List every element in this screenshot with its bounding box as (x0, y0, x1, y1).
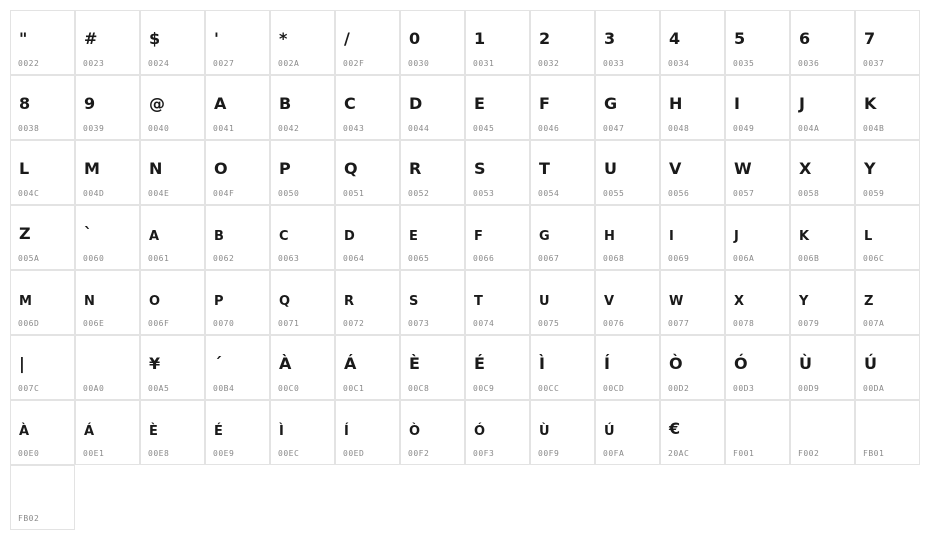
glyph-code: 0032 (538, 59, 560, 68)
glyph-char: ¥ (149, 354, 161, 373)
glyph-cell (855, 140, 920, 205)
glyph-cell (465, 75, 530, 140)
glyph-cell (400, 400, 465, 465)
glyph-char: È (409, 354, 420, 373)
glyph-char: H (669, 94, 683, 113)
glyph-code: 0076 (603, 319, 625, 328)
glyph-char: 5 (734, 29, 746, 48)
glyph-cell (530, 205, 595, 270)
glyph-grid (10, 10, 920, 530)
glyph-char: P (214, 294, 224, 309)
glyph-code: 0042 (278, 124, 300, 133)
glyph-code: 0073 (408, 319, 430, 328)
glyph-cell (855, 205, 920, 270)
glyph-cell (205, 270, 270, 335)
glyph-char: M (84, 159, 100, 178)
glyph-cell (725, 270, 790, 335)
glyph-code: 005A (18, 254, 40, 263)
glyph-char: Ì (539, 354, 545, 373)
glyph-code: 004A (798, 124, 820, 133)
glyph-code: 00C8 (408, 384, 430, 393)
glyph-cell (335, 140, 400, 205)
glyph-char: A (149, 229, 160, 244)
glyph-char: Á (344, 354, 357, 373)
glyph-char: P (279, 159, 291, 178)
glyph-code: 00E9 (213, 449, 235, 458)
glyph-code: 0024 (148, 59, 170, 68)
glyph-code: 00B4 (213, 384, 235, 393)
glyph-cell (725, 335, 790, 400)
glyph-code: 00CC (538, 384, 560, 393)
glyph-cell (725, 10, 790, 75)
glyph-char: L (864, 229, 873, 244)
glyph-cell (10, 465, 75, 530)
glyph-code: 0046 (538, 124, 560, 133)
glyph-char: À (279, 354, 292, 373)
glyph-code: 20AC (668, 449, 690, 458)
glyph-code: 00FA (603, 449, 625, 458)
glyph-cell (725, 140, 790, 205)
glyph-cell (335, 10, 400, 75)
glyph-code: 0052 (408, 189, 430, 198)
glyph-cell (10, 140, 75, 205)
glyph-code: 00EC (278, 449, 300, 458)
glyph-char: U (539, 294, 550, 309)
glyph-cell (595, 140, 660, 205)
glyph-char: 8 (19, 94, 31, 113)
glyph-cell (205, 75, 270, 140)
glyph-code: 0067 (538, 254, 560, 263)
glyph-char: Z (19, 224, 31, 243)
glyph-cell (855, 75, 920, 140)
glyph-char: 2 (539, 29, 551, 48)
glyph-char: # (84, 29, 98, 48)
glyph-char: O (149, 294, 161, 309)
glyph-code: 00C9 (473, 384, 495, 393)
glyph-cell (75, 205, 140, 270)
glyph-code: 0058 (798, 189, 820, 198)
glyph-cell (790, 335, 855, 400)
glyph-code: 0034 (668, 59, 690, 68)
glyph-code: 00DA (863, 384, 885, 393)
glyph-code: 0056 (668, 189, 690, 198)
glyph-char: W (734, 159, 752, 178)
glyph-char: Á (84, 424, 95, 439)
glyph-char: D (344, 229, 355, 244)
glyph-code: 00F9 (538, 449, 560, 458)
glyph-code: 00F3 (473, 449, 495, 458)
glyph-char: È (149, 424, 158, 439)
glyph-char: N (149, 159, 163, 178)
glyph-char: V (604, 294, 615, 309)
glyph-char: R (409, 159, 422, 178)
glyph-code: 006D (18, 319, 40, 328)
glyph-code: 0068 (603, 254, 625, 263)
glyph-cell (400, 205, 465, 270)
glyph-code: 0023 (83, 59, 105, 68)
glyph-char: Ò (669, 354, 683, 373)
glyph-cell (335, 205, 400, 270)
glyph-code: 0059 (863, 189, 885, 198)
glyph-code: 0047 (603, 124, 625, 133)
glyph-cell (465, 140, 530, 205)
glyph-char: U (604, 159, 617, 178)
glyph-cell (530, 400, 595, 465)
glyph-code: 0074 (473, 319, 495, 328)
glyph-char: S (409, 294, 419, 309)
glyph-cell (660, 335, 725, 400)
glyph-code: 00E8 (148, 449, 170, 458)
glyph-cell (140, 140, 205, 205)
glyph-cell (10, 400, 75, 465)
glyph-char: G (604, 94, 618, 113)
glyph-cell (790, 400, 855, 465)
glyph-cell (270, 270, 335, 335)
glyph-code: 00A5 (148, 384, 170, 393)
glyph-cell (140, 205, 205, 270)
glyph-char: ` (84, 224, 92, 243)
glyph-char: J (799, 94, 805, 113)
glyph-cell (75, 10, 140, 75)
glyph-char: Ó (474, 424, 486, 439)
glyph-cell (335, 335, 400, 400)
glyph-code: 0054 (538, 189, 560, 198)
glyph-cell (400, 75, 465, 140)
glyph-code: 0072 (343, 319, 365, 328)
glyph-code: 006F (148, 319, 170, 328)
glyph-cell (10, 10, 75, 75)
glyph-code: 00C1 (343, 384, 365, 393)
glyph-char: Í (344, 424, 349, 439)
glyph-char: / (344, 29, 350, 48)
glyph-char: Ó (734, 354, 748, 373)
glyph-char: I (734, 94, 740, 113)
glyph-char: S (474, 159, 486, 178)
glyph-code: 006C (863, 254, 885, 263)
glyph-cell (205, 10, 270, 75)
glyph-code: FB02 (18, 514, 40, 523)
glyph-cell (790, 205, 855, 270)
glyph-char: N (84, 294, 95, 309)
glyph-cell (660, 400, 725, 465)
glyph-cell (335, 270, 400, 335)
glyph-char: $ (149, 29, 161, 48)
glyph-char: ´ (214, 354, 222, 373)
glyph-char: 4 (669, 29, 681, 48)
glyph-code: 0040 (148, 124, 170, 133)
glyph-cell (790, 140, 855, 205)
glyph-code: 0077 (668, 319, 690, 328)
glyph-char: T (474, 294, 483, 309)
glyph-code: 0048 (668, 124, 690, 133)
glyph-char: V (669, 159, 682, 178)
glyph-char: Ù (799, 354, 812, 373)
glyph-cell (595, 205, 660, 270)
glyph-cell (270, 140, 335, 205)
glyph-char: É (474, 354, 485, 373)
glyph-cell (660, 205, 725, 270)
glyph-char: D (409, 94, 423, 113)
glyph-char: Q (344, 159, 358, 178)
glyph-code: 004D (83, 189, 105, 198)
glyph-char: B (279, 94, 292, 113)
glyph-char: À (19, 424, 30, 439)
glyph-cell (660, 140, 725, 205)
glyph-code: 006E (83, 319, 105, 328)
glyph-cell (465, 10, 530, 75)
glyph-char: T (539, 159, 550, 178)
glyph-char: 9 (84, 94, 96, 113)
glyph-code: 00D2 (668, 384, 690, 393)
glyph-char: 3 (604, 29, 616, 48)
glyph-char: Ò (409, 424, 421, 439)
glyph-cell (270, 10, 335, 75)
glyph-cell (595, 270, 660, 335)
glyph-cell (725, 205, 790, 270)
glyph-cell (530, 10, 595, 75)
glyph-cell (140, 335, 205, 400)
glyph-code: 00D3 (733, 384, 755, 393)
glyph-char: K (799, 229, 810, 244)
glyph-char: É (214, 424, 223, 439)
glyph-char: 7 (864, 29, 876, 48)
glyph-code: 007C (18, 384, 40, 393)
glyph-cell (10, 205, 75, 270)
glyph-char: B (214, 229, 224, 244)
glyph-code: 0044 (408, 124, 430, 133)
glyph-cell (205, 400, 270, 465)
glyph-code: 007A (863, 319, 885, 328)
glyph-cell (530, 75, 595, 140)
glyph-code: 0049 (733, 124, 755, 133)
glyph-char: Y (864, 159, 876, 178)
glyph-char: L (19, 159, 30, 178)
glyph-cell (75, 400, 140, 465)
glyph-cell (400, 335, 465, 400)
glyph-code: 00D9 (798, 384, 820, 393)
glyph-cell (660, 10, 725, 75)
glyph-code: 0038 (18, 124, 40, 133)
glyph-cell (75, 140, 140, 205)
glyph-cell (270, 400, 335, 465)
glyph-cell (855, 400, 920, 465)
glyph-code: 0071 (278, 319, 300, 328)
glyph-code: 002F (343, 59, 365, 68)
glyph-code: 0062 (213, 254, 235, 263)
glyph-code: 0061 (148, 254, 170, 263)
glyph-char: E (474, 94, 485, 113)
glyph-char: E (409, 229, 418, 244)
glyph-cell (400, 270, 465, 335)
glyph-char: R (344, 294, 355, 309)
glyph-cell (335, 75, 400, 140)
glyph-code: 0037 (863, 59, 885, 68)
glyph-char: Ù (539, 424, 550, 439)
glyph-code: 0057 (733, 189, 755, 198)
glyph-cell (595, 75, 660, 140)
glyph-cell (660, 75, 725, 140)
glyph-cell (205, 205, 270, 270)
glyph-cell (855, 335, 920, 400)
glyph-code: 0055 (603, 189, 625, 198)
glyph-code: 0053 (473, 189, 495, 198)
glyph-code: 0045 (473, 124, 495, 133)
glyph-code: 004B (863, 124, 885, 133)
glyph-char: ' (214, 29, 219, 48)
glyph-char: Ú (604, 424, 615, 439)
glyph-code: 0039 (83, 124, 105, 133)
glyph-cell (660, 270, 725, 335)
glyph-char: Ú (864, 354, 877, 373)
glyph-cell (10, 75, 75, 140)
glyph-cell (10, 270, 75, 335)
glyph-code: 00E0 (18, 449, 40, 458)
glyph-cell (530, 335, 595, 400)
glyph-code: 00ED (343, 449, 365, 458)
glyph-code: 00E1 (83, 449, 105, 458)
glyph-char: X (734, 294, 745, 309)
glyph-code: 0022 (18, 59, 40, 68)
glyph-code: 0079 (798, 319, 820, 328)
glyph-code: 004E (148, 189, 170, 198)
glyph-char: " (19, 29, 28, 48)
glyph-code: 00C0 (278, 384, 300, 393)
glyph-code: 0064 (343, 254, 365, 263)
glyph-code: 004C (18, 189, 40, 198)
glyph-cell (205, 335, 270, 400)
glyph-code: 0043 (343, 124, 365, 133)
glyph-code: 0078 (733, 319, 755, 328)
glyph-code: 0050 (278, 189, 300, 198)
glyph-cell (140, 400, 205, 465)
glyph-code: 0031 (473, 59, 495, 68)
glyph-cell (855, 10, 920, 75)
glyph-char: Y (799, 294, 809, 309)
glyph-char: G (539, 229, 550, 244)
glyph-char: I (669, 229, 674, 244)
glyph-cell (790, 270, 855, 335)
glyph-char: M (19, 294, 32, 309)
glyph-code: 0041 (213, 124, 235, 133)
glyph-cell (140, 75, 205, 140)
glyph-code: 0065 (408, 254, 430, 263)
glyph-cell (855, 270, 920, 335)
glyph-cell (10, 335, 75, 400)
glyph-code: 0063 (278, 254, 300, 263)
glyph-code: 002A (278, 59, 300, 68)
glyph-cell (270, 75, 335, 140)
glyph-code: 0051 (343, 189, 365, 198)
glyph-char: * (279, 29, 288, 48)
glyph-code: 006B (798, 254, 820, 263)
glyph-code: 0036 (798, 59, 820, 68)
glyph-cell (400, 10, 465, 75)
glyph-cell (75, 270, 140, 335)
glyph-char: 1 (474, 29, 486, 48)
glyph-char: Ì (279, 424, 284, 439)
glyph-cell (140, 10, 205, 75)
glyph-cell (530, 140, 595, 205)
glyph-cell (465, 400, 530, 465)
glyph-cell (725, 400, 790, 465)
glyph-code: 00F2 (408, 449, 430, 458)
glyph-char: @ (149, 94, 165, 113)
glyph-code: 0027 (213, 59, 235, 68)
glyph-cell (400, 140, 465, 205)
glyph-cell (530, 270, 595, 335)
glyph-char: X (799, 159, 812, 178)
glyph-cell (725, 75, 790, 140)
glyph-code: 0070 (213, 319, 235, 328)
glyph-char: 6 (799, 29, 811, 48)
glyph-code: 0030 (408, 59, 430, 68)
glyph-code: 00CD (603, 384, 625, 393)
glyph-cell (595, 400, 660, 465)
glyph-cell (75, 335, 140, 400)
glyph-char: C (279, 229, 289, 244)
glyph-cell (205, 140, 270, 205)
glyph-char: H (604, 229, 615, 244)
glyph-char: O (214, 159, 228, 178)
glyph-code: 0066 (473, 254, 495, 263)
glyph-code: 0035 (733, 59, 755, 68)
glyph-cell (790, 75, 855, 140)
glyph-char: Q (279, 294, 291, 309)
glyph-cell (75, 75, 140, 140)
glyph-code: 0060 (83, 254, 105, 263)
glyph-cell (335, 400, 400, 465)
glyph-code: 0075 (538, 319, 560, 328)
glyph-char: F (474, 229, 483, 244)
glyph-cell (270, 335, 335, 400)
glyph-char: W (669, 294, 684, 309)
glyph-code: F001 (733, 449, 755, 458)
glyph-code: 0069 (668, 254, 690, 263)
glyph-char: K (864, 94, 877, 113)
glyph-char: 0 (409, 29, 421, 48)
glyph-code: 0033 (603, 59, 625, 68)
glyph-cell (595, 335, 660, 400)
glyph-char: Í (604, 354, 610, 373)
glyph-char: C (344, 94, 356, 113)
glyph-code: FB01 (863, 449, 885, 458)
glyph-char: A (214, 94, 227, 113)
glyph-char: F (539, 94, 550, 113)
glyph-char: Z (864, 294, 874, 309)
glyph-cell (790, 10, 855, 75)
glyph-code: 004F (213, 189, 235, 198)
glyph-cell (465, 270, 530, 335)
glyph-char: € (669, 419, 681, 438)
glyph-char: | (19, 354, 25, 373)
glyph-code: 006A (733, 254, 755, 263)
glyph-code: F002 (798, 449, 820, 458)
glyph-cell (140, 270, 205, 335)
glyph-cell (270, 205, 335, 270)
glyph-cell (465, 205, 530, 270)
glyph-cell (465, 335, 530, 400)
glyph-code: 00A0 (83, 384, 105, 393)
glyph-char: J (734, 229, 739, 244)
glyph-cell (595, 10, 660, 75)
